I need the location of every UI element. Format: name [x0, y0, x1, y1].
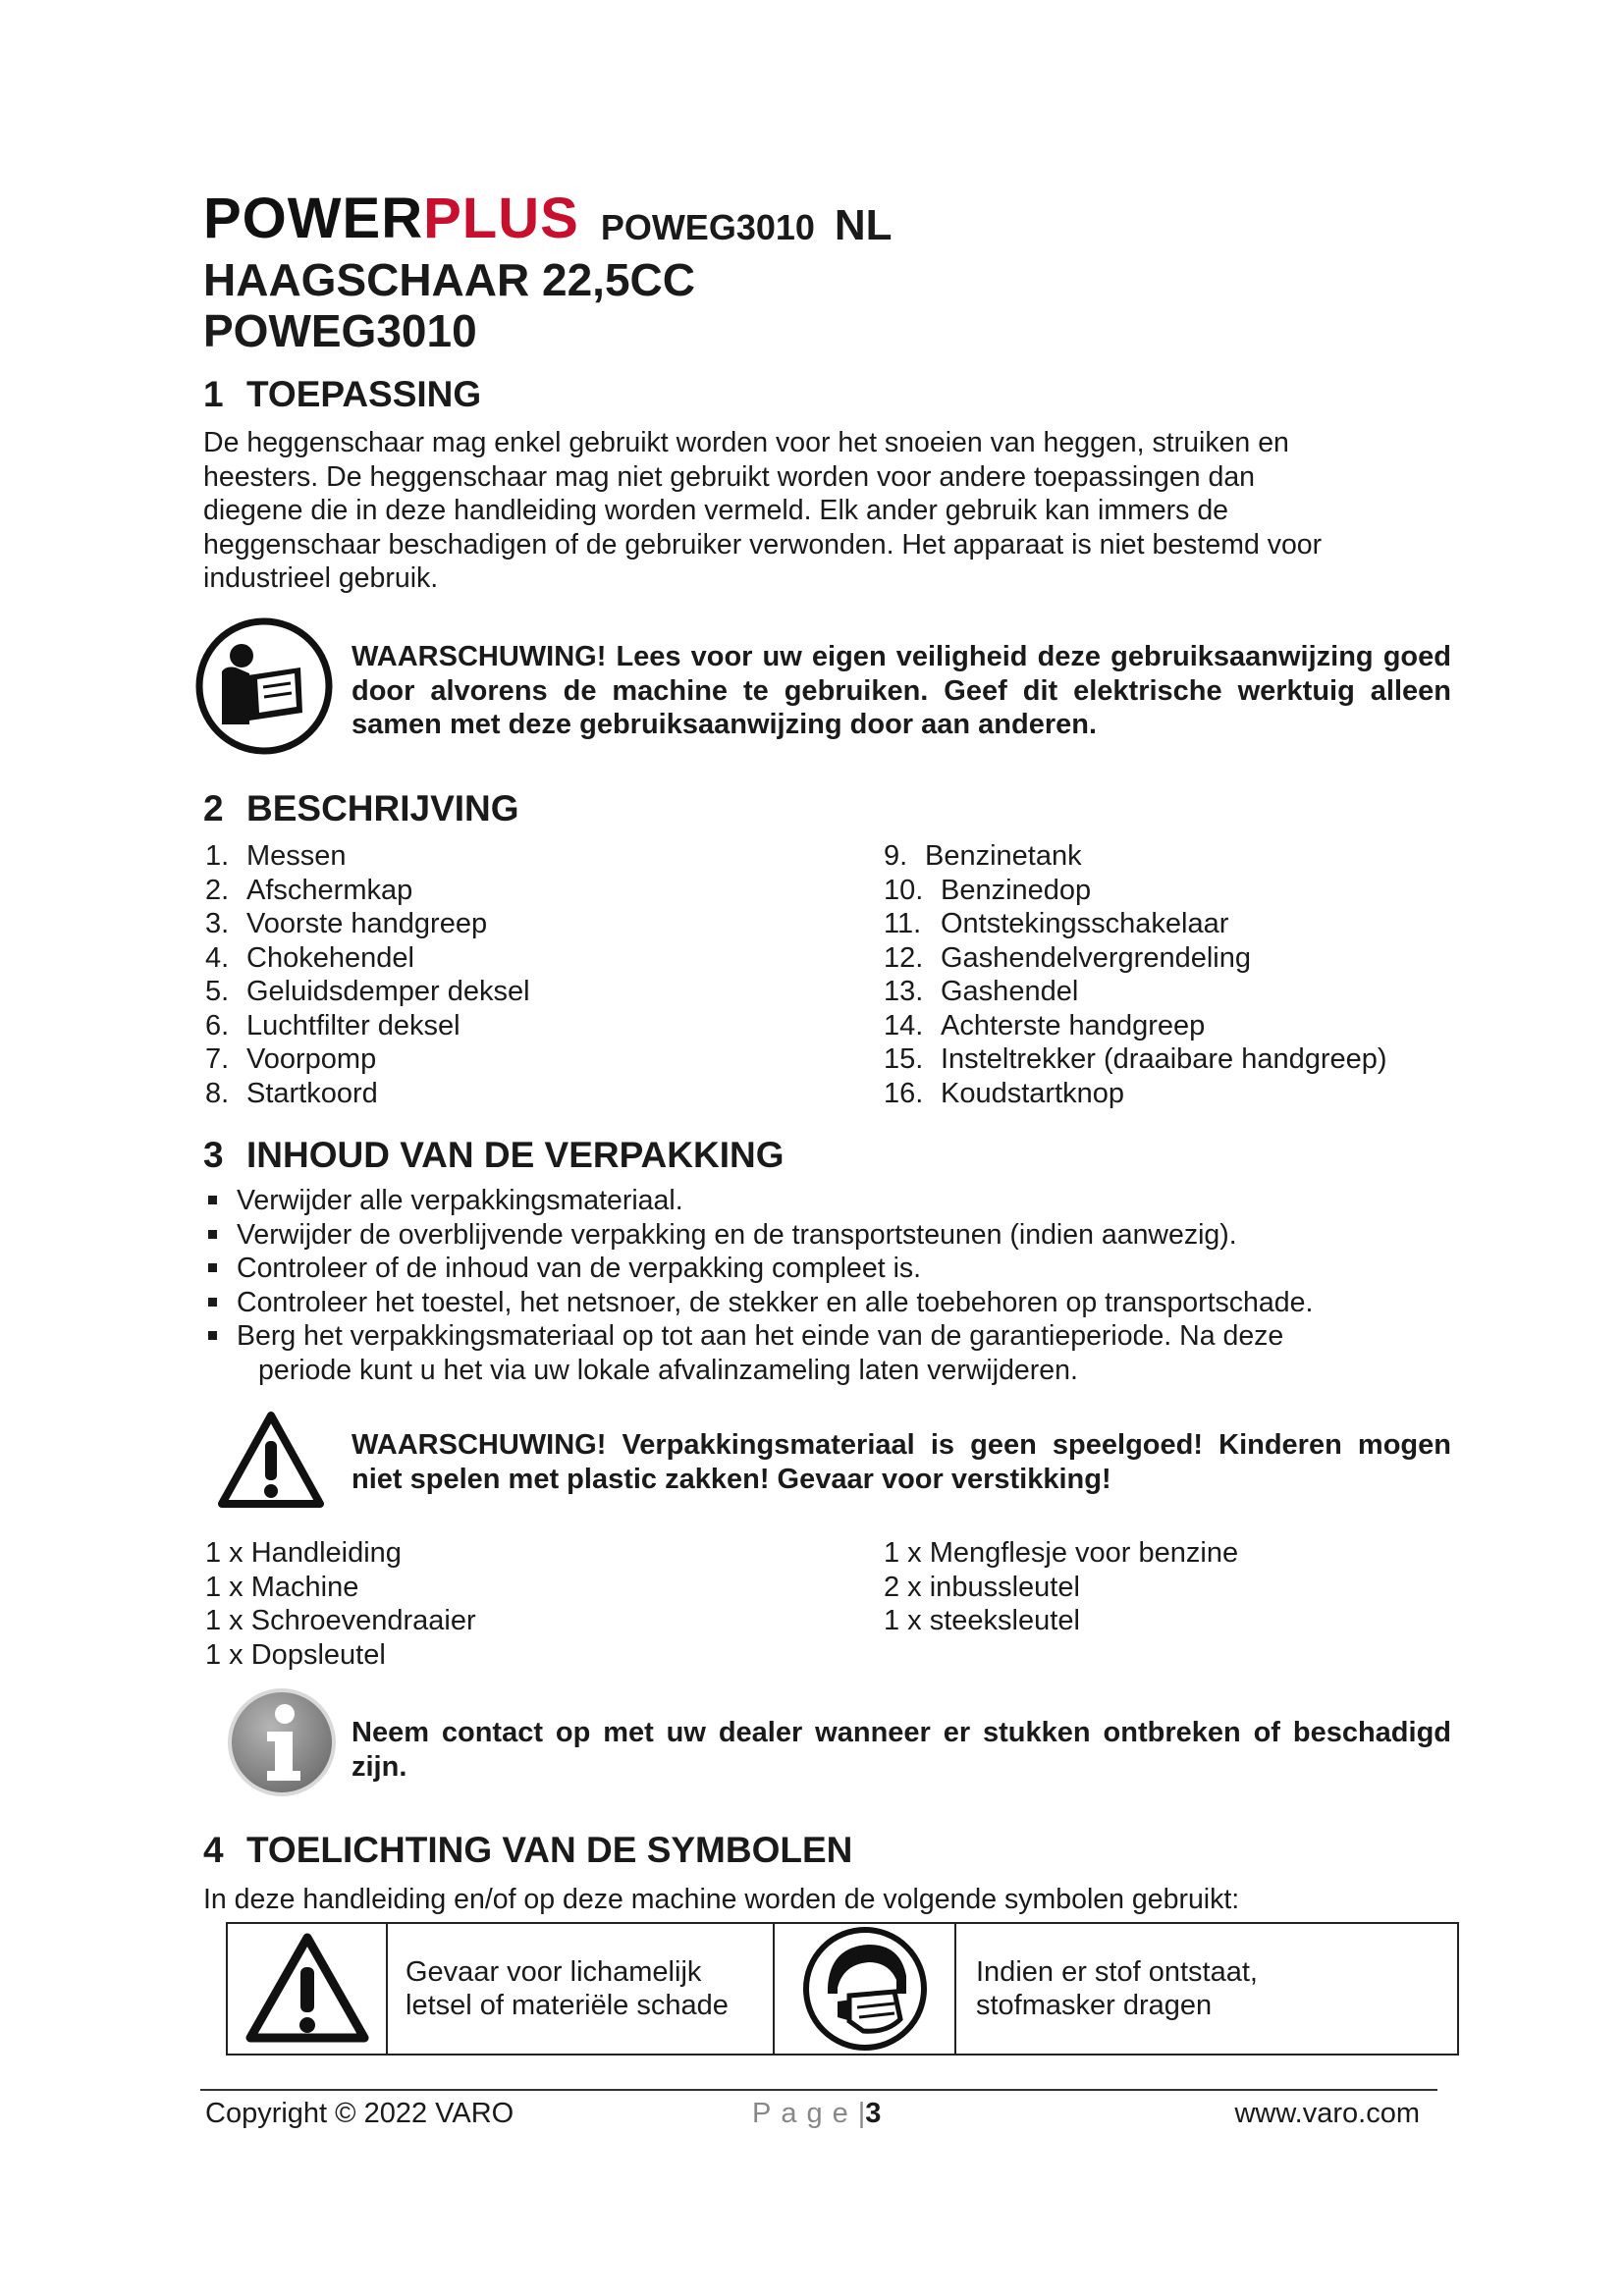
contents-list-left	[205, 1536, 794, 1672]
section-heading-inhoud: 3 INHOUD VAN DE VERPAKKING	[203, 1135, 785, 1175]
list-item-continuation: periode kunt u het via uw lokale afvalinzameling laten verwijderen.	[258, 1354, 1078, 1386]
packaging-bullet-list	[203, 1184, 1440, 1387]
header-brand-line	[203, 187, 893, 250]
symbols-table	[226, 1922, 1459, 2056]
warning-packaging-text: WAARSCHUWING! Verpakkingsmateriaal is geen speelgoed! Kinderen mogen niet spelen met plastic zakken! Gevaar voor verstikking!	[352, 1429, 1451, 1495]
list-item: 2. Afschermkap	[205, 874, 413, 906]
info-missing-parts-text: Neem contact op met uw dealer wanneer er stukken ontbreken of beschadigd zijn.	[352, 1717, 1451, 1783]
list-item: 6. Luchtfilter deksel	[205, 1009, 460, 1041]
footer-website: www.varo.com	[1234, 2098, 1420, 2129]
warning-read-manual-text: WAARSCHUWING! Lees voor uw eigen veiligheid deze gebruiksaanwijzing goed door alvorens de machine te gebruiken. Geef dit elektrische werktuig alleen samen met deze gebruiksaanwijzing door aan anderen.	[352, 641, 1451, 740]
list-item: 12. Gashendelvergrendeling	[884, 941, 1251, 974]
section-heading-beschrijving: 2 BESCHRIJVING	[203, 788, 519, 828]
list-item: 1 x steeksleutel	[884, 1605, 1080, 1636]
section-heading-symbolen: 4 TOELICHTING VAN DE SYMBOLEN	[203, 1830, 853, 1870]
footer-divider	[200, 2089, 1437, 2091]
contents-list-right	[884, 1536, 1473, 1638]
list-item: 4. Chokehendel	[205, 941, 414, 974]
section-heading-toepassing: 1 TOEPASSING	[203, 374, 482, 414]
symbol-cell-icon	[228, 1924, 388, 2054]
warning-triangle-icon	[216, 1410, 326, 1510]
dust-mask-icon	[798, 1925, 932, 2053]
list-item: 1 x Dopsleutel	[205, 1638, 386, 1671]
symbol-cell-icon	[775, 1924, 956, 2054]
list-item: 1 x Machine	[205, 1571, 359, 1603]
product-title: HAAGSCHAAR 22,5CC	[203, 254, 695, 305]
list-item: 14. Achterste handgreep	[884, 1009, 1206, 1041]
list-item: Verwijder alle verpakkingsmateriaal.	[203, 1184, 1440, 1218]
header-language: NL	[834, 201, 893, 249]
list-item: 16. Koudstartknop	[884, 1077, 1125, 1109]
read-manual-icon	[192, 614, 336, 758]
list-item: 3. Voorste handgreep	[205, 908, 488, 939]
list-item: 7. Voorpomp	[205, 1043, 377, 1075]
header-model: POWEG3010	[600, 207, 815, 247]
list-item: 10. Benzinedop	[884, 874, 1092, 906]
list-item: Verwijder de overblijvende verpakking en de transportsteunen (indien aanwezig).	[203, 1218, 1440, 1253]
warning-triangle-icon	[244, 1932, 370, 2046]
list-item: 1. Messen	[205, 840, 347, 872]
list-item: 15. Insteltrekker (draaibare handgreep)	[884, 1043, 1387, 1075]
symbol-cell-text: Indien er stof ontstaat, stofmasker dragen	[976, 1956, 1258, 2021]
list-item: 2 x inbussleutel	[884, 1571, 1080, 1603]
list-item: Berg het verpakkingsmateriaal op tot aan het einde van de garantieperiode. Na deze	[203, 1319, 1440, 1354]
list-item: 9. Benzinetank	[884, 840, 1082, 872]
list-item: Controleer of de inhoud van de verpakking compleet is.	[203, 1252, 1440, 1286]
model-title: POWEG3010	[203, 305, 477, 356]
footer-copyright: Copyright © 2022 VARO	[205, 2098, 514, 2129]
list-item: 11. Ontstekingsschakelaar	[884, 908, 1229, 939]
toepassing-paragraph: De heggenschaar mag enkel gebruikt worden voor het snoeien van heggen, struiken en heesters. De heggenschaar mag niet gebruikt worden voor andere toepassingen dan diegene die in deze handleiding worden vermeld. Elk ander gebruik kan immers de heggenschaar beschadigen of de gebruiker verwonden. Het apparaat is niet bestemd voor industrieel gebruik.	[203, 427, 1323, 594]
list-item: 1 x Handleiding	[205, 1537, 402, 1569]
list-item: 5. Geluidsdemper deksel	[205, 976, 530, 1007]
parts-list-left	[205, 839, 794, 1110]
list-item: 13. Gashendel	[884, 976, 1079, 1007]
symbol-cell-text: Gevaar voor lichamelijk letsel of materiële schade	[388, 1924, 775, 2054]
list-item: 8. Startkoord	[205, 1077, 378, 1109]
info-icon	[226, 1686, 338, 1798]
parts-list-right	[884, 839, 1512, 1110]
powerplus-logo: POWERPLUS	[203, 187, 579, 250]
list-item: Controleer het toestel, het netsnoer, de stekker en alle toebehoren op transportschade.	[203, 1286, 1440, 1320]
footer-page-indicator: Page|3	[752, 2098, 882, 2129]
list-item: 1 x Schroevendraaier	[205, 1605, 476, 1636]
symbols-intro: In deze handleiding en/of op deze machine worden de volgende symbolen gebruikt:	[203, 1884, 1240, 1915]
list-item: 1 x Mengflesje voor benzine	[884, 1537, 1239, 1569]
